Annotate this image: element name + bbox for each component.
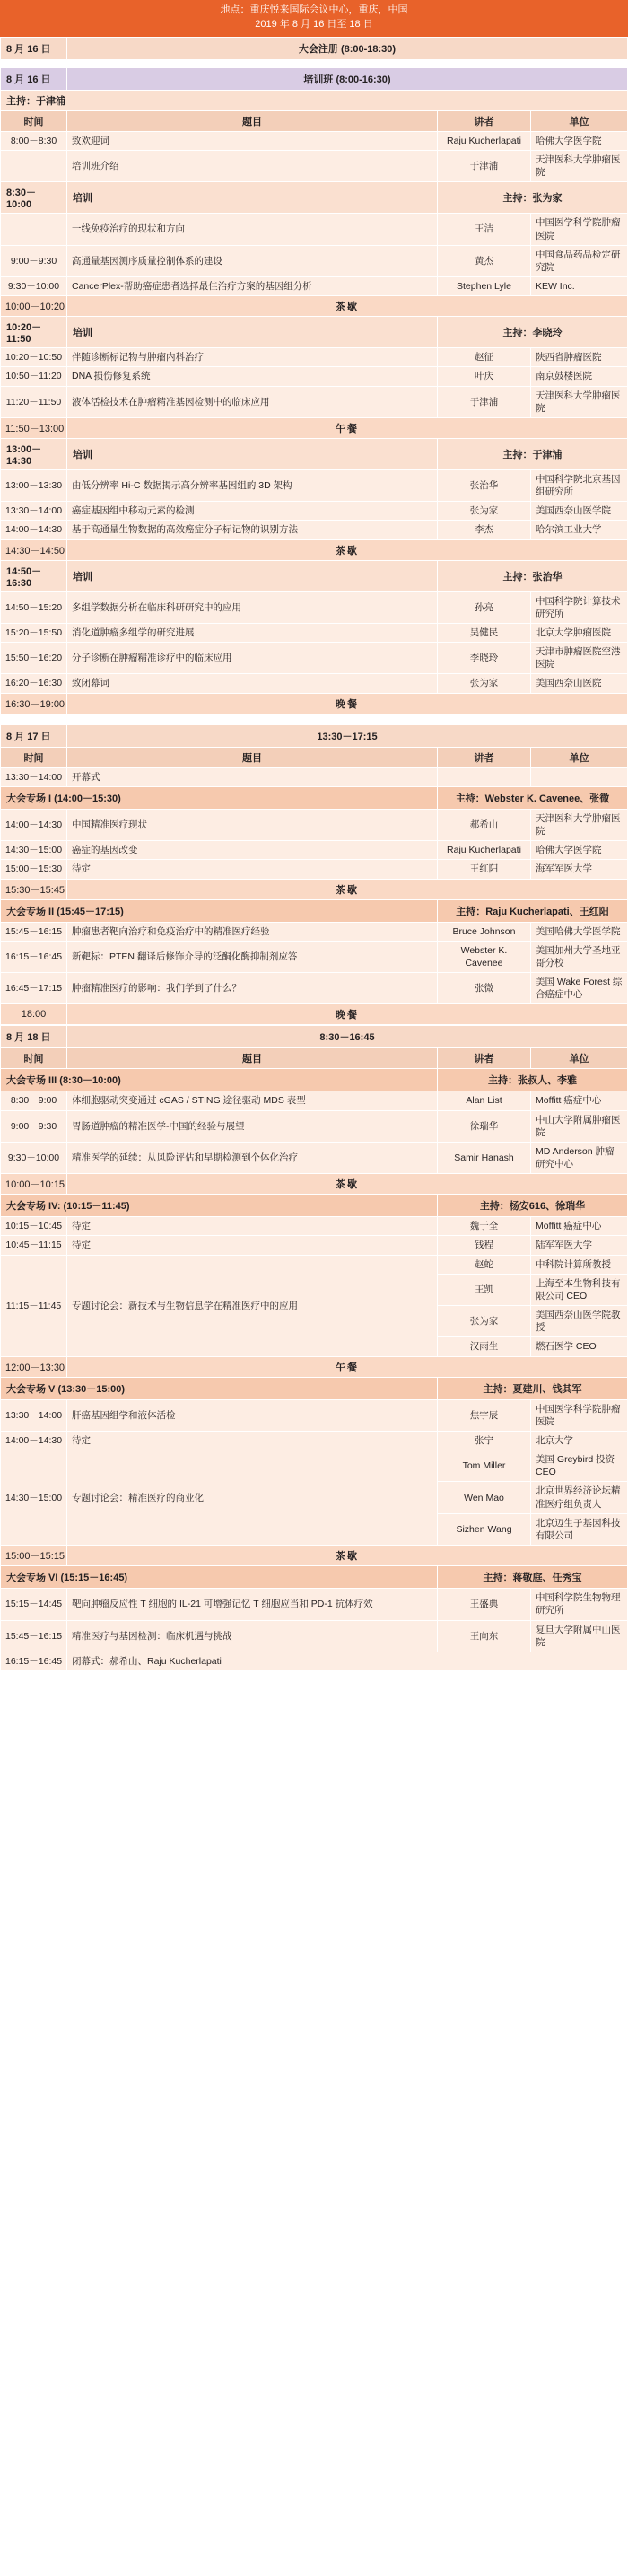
table-row: [1, 348, 628, 367]
row-speaker: 张治华: [437, 469, 530, 501]
break-row: [1, 1004, 628, 1025]
day3-track4-bar: [1, 1195, 628, 1217]
row-speaker: 张为家: [437, 674, 530, 693]
row-unit: 陕西省肿瘤医院: [530, 348, 627, 367]
row-topic: 液体活检技术在肿瘤精准基因检测中的临床应用: [67, 386, 438, 417]
table-row: [1, 1399, 628, 1431]
row-speaker: [437, 767, 530, 786]
track-name: 大会专场 I (14:00－15:30): [1, 786, 438, 809]
spacer: [1, 59, 628, 67]
day3-date-bar: [1, 1026, 628, 1048]
block-title: 培训: [67, 182, 438, 214]
row-speaker: Alan List: [438, 1091, 531, 1110]
row-topic: 精准医疗与基因检测：临床机遇与挑战: [67, 1620, 438, 1652]
table-row: [1, 521, 628, 539]
row-time: 16:15－16:45: [1, 941, 67, 972]
break-row: [1, 1174, 628, 1195]
row-unit: 天津市肿瘤医院空港医院: [530, 643, 627, 674]
row-time: 9:00－9:30: [1, 245, 67, 276]
row-topic: 胃肠道肿瘤的精准医学-中国的经验与展望: [67, 1110, 438, 1142]
day1-block3-bar: [1, 317, 628, 348]
row-unit: 中山大学附属肿瘤医院: [531, 1110, 628, 1142]
row-speaker: 张为家: [438, 1306, 531, 1337]
row-time: 10:50－11:20: [1, 367, 67, 386]
break-label: 茶歇: [67, 539, 628, 560]
day2-time-range: 13:30－17:15: [67, 724, 628, 747]
day3-track3-bar: [1, 1069, 628, 1091]
day1-training-title: 培训班 (8:00-16:30): [67, 67, 628, 90]
table-row: [1, 1091, 628, 1110]
day2-date: 8 月 17 日: [1, 724, 67, 747]
block-time: 14:50－16:30: [1, 560, 67, 591]
col-unit: 单位: [530, 747, 627, 767]
break-label: 午餐: [67, 417, 628, 438]
row-time: 9:30－10:00: [1, 1142, 67, 1173]
block-chair: 主持：张治华: [437, 560, 627, 591]
break-label: 晚餐: [67, 1004, 628, 1025]
row-topic: 由低分辨率 Hi-C 数据揭示高分辨率基因组的 3D 架构: [67, 469, 438, 501]
col-time: 时间: [1, 747, 67, 767]
row-speaker: 王洁: [437, 214, 530, 245]
break-row: [1, 879, 628, 899]
row-unit: Moffitt 癌症中心: [531, 1217, 628, 1236]
table-row: [1, 1589, 628, 1620]
row-unit: 北京迈生子基因科技有限公司: [531, 1513, 628, 1545]
row-unit: 燃石医学 CEO: [531, 1337, 628, 1356]
table-row: [1, 367, 628, 386]
row-unit: 陆军军医大学: [531, 1236, 628, 1255]
row-topic: 分子诊断在肿瘤精准诊疗中的临床应用: [67, 643, 438, 674]
row-speaker: 于津浦: [437, 151, 530, 182]
block-chair: 主持：张为家: [437, 182, 627, 214]
day3-table: [0, 1025, 628, 1671]
row-speaker: 叶庆: [437, 367, 530, 386]
block-title: 培训: [67, 560, 438, 591]
block-chair: 主持：李晓玲: [437, 317, 627, 348]
row-speaker: 吴健民: [437, 623, 530, 642]
row-topic: 致闭幕词: [67, 674, 438, 693]
row-time: 16:15－16:45: [1, 1652, 67, 1670]
row-topic: 开幕式: [67, 767, 438, 786]
day2-track2-bar: [1, 899, 628, 922]
row-speaker: 赵蛇: [438, 1255, 531, 1274]
table-row: [1, 1110, 628, 1142]
row-time: 11:20－11:50: [1, 386, 67, 417]
row-topic: 专题讨论会：新技术与生物信息学在精准医疗中的应用: [67, 1255, 438, 1356]
track-chairs: 主持：杨安616、徐瑞华: [438, 1195, 628, 1217]
row-time: 15:15－14:45: [1, 1589, 67, 1620]
row-unit: 美国加州大学圣地亚哥分校: [530, 941, 627, 972]
break-label: 午餐: [67, 1356, 628, 1377]
table-row: [1, 1652, 628, 1670]
track-chairs: 主持：张叔人、李雅: [438, 1069, 628, 1091]
break-time: 15:30－15:45: [1, 879, 67, 899]
col-topic: 题目: [67, 110, 438, 131]
day1-block4-bar: [1, 438, 628, 469]
table-row: [1, 1236, 628, 1255]
table-row: [1, 386, 628, 417]
table-row: [1, 591, 628, 623]
row-topic: 中国精准医疗现状: [67, 809, 438, 840]
day1-date-2: 8 月 16 日: [1, 67, 67, 90]
table-row: [1, 1217, 628, 1236]
day1-chair-1: 主持：于津浦: [1, 90, 628, 110]
break-time: 10:00－10:15: [1, 1174, 67, 1195]
row-topic: 培训班介绍: [67, 151, 438, 182]
row-unit: 中国科学院生物物理研究所: [531, 1589, 628, 1620]
row-time: 15:00－15:30: [1, 860, 67, 879]
block-chair: 主持：于津浦: [437, 438, 627, 469]
row-topic: 待定: [67, 1236, 438, 1255]
row-unit: 中国科学院计算技术研究所: [530, 591, 627, 623]
table-row: [1, 1450, 628, 1482]
track-chairs: 主持：Webster K. Cavenee、张微: [437, 786, 627, 809]
row-time: 15:45－16:15: [1, 1620, 67, 1652]
table-row: [1, 623, 628, 642]
table-row: [1, 1255, 628, 1274]
break-time: 11:50－13:00: [1, 417, 67, 438]
day1-registration: 大会注册 (8:00-18:30): [67, 37, 628, 59]
track-name: 大会专场 V (13:30－15:00): [1, 1377, 438, 1399]
day1-training-bar: [1, 67, 628, 90]
row-topic: 专题讨论会：精准医疗的商业化: [67, 1450, 438, 1546]
row-unit: 南京鼓楼医院: [530, 367, 627, 386]
track-name: 大会专场 III (8:30－10:00): [1, 1069, 438, 1091]
day1-column-headers: [1, 110, 628, 131]
row-time: 11:15－11:45: [1, 1255, 67, 1356]
row-time: [1, 214, 67, 245]
break-time: 15:00－15:15: [1, 1546, 67, 1566]
row-topic: CancerPlex-帮助癌症患者选择最佳治疗方案的基因组分析: [67, 277, 438, 296]
row-unit: 哈佛大学医学院: [530, 131, 627, 150]
break-time: 18:00: [1, 1004, 67, 1025]
col-topic: 题目: [67, 1048, 438, 1069]
row-topic: 肿瘤患者靶向治疗和免疫治疗中的精准医疗经验: [67, 922, 438, 941]
row-time: 14:00－14:30: [1, 809, 67, 840]
row-unit: 美国西奈山医学院: [530, 502, 627, 521]
break-time: 16:30－19:00: [1, 693, 67, 714]
track-name: 大会专场 VI (15:15－16:45): [1, 1566, 438, 1589]
row-topic: 新靶标：PTEN 翻译后修饰介导的泛酮化酶抑制剂应答: [67, 941, 438, 972]
row-unit: 哈尔滨工业大学: [530, 521, 627, 539]
table-row: [1, 941, 628, 972]
row-unit: 中国科学院北京基因组研究所: [530, 469, 627, 501]
row-unit: 美国哈佛大学医学院: [530, 922, 627, 941]
day1-block5-bar: [1, 560, 628, 591]
day2-column-headers: [1, 747, 628, 767]
row-speaker: 赵征: [437, 348, 530, 367]
row-topic: 待定: [67, 860, 438, 879]
table-row: [1, 502, 628, 521]
row-time: 16:45－17:15: [1, 973, 67, 1004]
row-speaker: 黄杰: [437, 245, 530, 276]
row-speaker: 李晓玲: [437, 643, 530, 674]
row-unit: 北京大学肿瘤医院: [530, 623, 627, 642]
row-speaker: 王盛典: [438, 1589, 531, 1620]
track-chairs: 主持：蒋敬庭、任秀宝: [438, 1566, 628, 1589]
row-topic: 基于高通量生物数据的高效癌症分子标记物的识别方法: [67, 521, 438, 539]
col-time: 时间: [1, 1048, 67, 1069]
row-time: 13:30－14:00: [1, 767, 67, 786]
break-row: [1, 693, 628, 714]
row-speaker: Raju Kucherlapati: [437, 131, 530, 150]
row-topic: 靶向肿瘤反应性 T 细胞的 IL-21 可增强记忆 T 细胞应当和 PD-1 抗体疗效: [67, 1589, 438, 1620]
row-time: 8:00－8:30: [1, 131, 67, 150]
row-unit: 哈佛大学医学院: [530, 841, 627, 860]
row-speaker: Webster K. Cavenee: [437, 941, 530, 972]
row-topic: 体细胞驱动突变通过 cGAS / STING 途径驱动 MDS 表型: [67, 1091, 438, 1110]
row-unit: 北京大学: [531, 1431, 628, 1450]
table-row: [1, 277, 628, 296]
row-time: 15:50－16:20: [1, 643, 67, 674]
row-unit: KEW Inc.: [530, 277, 627, 296]
day1-table: [0, 37, 628, 714]
row-speaker: Tom Miller: [438, 1450, 531, 1482]
block-time: 10:20－11:50: [1, 317, 67, 348]
row-speaker: Wen Mao: [438, 1482, 531, 1513]
row-time: 14:50－15:20: [1, 591, 67, 623]
row-time: 13:30－14:00: [1, 1399, 67, 1431]
day2-table: [0, 724, 628, 1026]
row-speaker: 焦宇辰: [438, 1399, 531, 1431]
row-time: 9:00－9:30: [1, 1110, 67, 1142]
row-unit: 中科院计算所教授: [531, 1255, 628, 1274]
day1-block2-bar: [1, 182, 628, 214]
col-unit: 单位: [531, 1048, 628, 1069]
row-speaker: 孙亮: [437, 591, 530, 623]
row-topic: 闭幕式：郝希山、Raju Kucherlapati: [67, 1652, 628, 1670]
track-name: 大会专场 IV: (10:15－11:45): [1, 1195, 438, 1217]
row-time: 14:30－15:00: [1, 1450, 67, 1546]
row-topic: 高通量基因测序质量控制体系的建设: [67, 245, 438, 276]
row-speaker: Bruce Johnson: [437, 922, 530, 941]
row-topic: 致欢迎词: [67, 131, 438, 150]
row-speaker: Samir Hanash: [438, 1142, 531, 1173]
block-time: 8:30－10:00: [1, 182, 67, 214]
row-time: 15:20－15:50: [1, 623, 67, 642]
day1-date: 8 月 16 日: [1, 37, 67, 59]
table-row: [1, 131, 628, 150]
track-chairs: 主持：Raju Kucherlapati、王红阳: [437, 899, 627, 922]
day1-chair-row-1: [1, 90, 628, 110]
table-row: [1, 469, 628, 501]
row-unit: MD Anderson 肿瘤研究中心: [531, 1142, 628, 1173]
venue-dates: 2019 年 8 月 16 日至 18 日: [255, 18, 373, 30]
break-label: 茶歇: [67, 1546, 628, 1566]
row-time: 10:20－10:50: [1, 348, 67, 367]
row-unit: 美国西奈山医院: [530, 674, 627, 693]
row-unit: 美国西奈山医学院教授: [531, 1306, 628, 1337]
row-speaker: Raju Kucherlapati: [437, 841, 530, 860]
row-speaker: 于津浦: [437, 386, 530, 417]
break-row: [1, 539, 628, 560]
row-unit: 中国食品药品检定研究院: [530, 245, 627, 276]
break-label: 茶歇: [67, 296, 628, 317]
col-speaker: 讲者: [437, 110, 530, 131]
row-topic: 多组学数据分析在临床科研研究中的应用: [67, 591, 438, 623]
row-unit: 上海至本生物科技有限公司 CEO: [531, 1274, 628, 1305]
track-chairs: 主持：夏建川、钱其军: [438, 1377, 628, 1399]
table-row: [1, 841, 628, 860]
row-speaker: 张微: [437, 973, 530, 1004]
day2-track1-bar: [1, 786, 628, 809]
row-topic: 肝癌基因组学和液体活检: [67, 1399, 438, 1431]
row-speaker: 魏于全: [438, 1217, 531, 1236]
row-topic: 消化道肿瘤多组学的研究进展: [67, 623, 438, 642]
row-topic: 待定: [67, 1217, 438, 1236]
table-row: [1, 1431, 628, 1450]
row-speaker: 张宁: [438, 1431, 531, 1450]
break-label: 晚餐: [67, 693, 628, 714]
break-row: [1, 1356, 628, 1377]
row-speaker: 王凯: [438, 1274, 531, 1305]
row-speaker: 王向东: [438, 1620, 531, 1652]
day3-column-headers: [1, 1048, 628, 1069]
row-unit: 复旦大学附属中山医院: [531, 1620, 628, 1652]
row-speaker: Stephen Lyle: [437, 277, 530, 296]
row-time: 15:45－16:15: [1, 922, 67, 941]
day1-date-bar: [1, 37, 628, 59]
row-time: 9:30－10:00: [1, 277, 67, 296]
row-topic: DNA 损伤修复系统: [67, 367, 438, 386]
venue-location: 地点：重庆悦来国际会议中心，重庆，中国: [220, 4, 408, 15]
row-unit: Moffitt 癌症中心: [531, 1091, 628, 1110]
row-topic: 精准医学的延续：从风险评估和早期检测到个体化治疗: [67, 1142, 438, 1173]
table-row: [1, 151, 628, 182]
row-speaker: 张为家: [437, 502, 530, 521]
row-unit: 中国医学科学院肿瘤医院: [530, 214, 627, 245]
break-row: [1, 296, 628, 317]
day2-date-bar: [1, 724, 628, 747]
break-time: 10:00－10:20: [1, 296, 67, 317]
row-unit: 天津医科大学肿瘤医院: [530, 151, 627, 182]
block-time: 13:00－14:30: [1, 438, 67, 469]
row-time: 16:20－16:30: [1, 674, 67, 693]
break-row: [1, 417, 628, 438]
day3-track6-bar: [1, 1566, 628, 1589]
row-speaker: 钱程: [438, 1236, 531, 1255]
row-unit: 中国医学科学院肿瘤医院: [531, 1399, 628, 1431]
break-row: [1, 1546, 628, 1566]
break-time: 12:00－13:30: [1, 1356, 67, 1377]
row-time: 10:45－11:15: [1, 1236, 67, 1255]
row-unit: 天津医科大学肿瘤医院: [530, 809, 627, 840]
table-row: [1, 674, 628, 693]
row-topic: 伴随诊断标记物与肿瘤内科治疗: [67, 348, 438, 367]
row-unit: 北京世界经济论坛精准医疗组负责人: [531, 1482, 628, 1513]
table-row: [1, 1620, 628, 1652]
day3-date: 8 月 18 日: [1, 1026, 67, 1048]
row-speaker: 王红阳: [437, 860, 530, 879]
table-row: [1, 809, 628, 840]
col-time: 时间: [1, 110, 67, 131]
row-time: 14:00－14:30: [1, 521, 67, 539]
col-topic: 题目: [67, 747, 438, 767]
row-unit: 海军军医大学: [530, 860, 627, 879]
row-speaker: 李杰: [437, 521, 530, 539]
table-row: [1, 973, 628, 1004]
block-title: 培训: [67, 438, 438, 469]
row-unit: 天津医科大学肿瘤医院: [530, 386, 627, 417]
venue-header: [0, 0, 628, 37]
row-topic: 癌症基因组中移动元素的检测: [67, 502, 438, 521]
table-row: [1, 1142, 628, 1173]
break-label: 茶歇: [67, 879, 628, 899]
row-speaker: 汉雨生: [438, 1337, 531, 1356]
row-time: 13:00－13:30: [1, 469, 67, 501]
day3-track5-bar: [1, 1377, 628, 1399]
row-time: 13:30－14:00: [1, 502, 67, 521]
table-row: [1, 922, 628, 941]
table-row: [1, 214, 628, 245]
row-speaker: 徐瑞华: [438, 1110, 531, 1142]
row-time: 10:15－10:45: [1, 1217, 67, 1236]
row-speaker: 郝希山: [437, 809, 530, 840]
table-row: [1, 245, 628, 276]
row-time: 14:00－14:30: [1, 1431, 67, 1450]
col-speaker: 讲者: [437, 747, 530, 767]
row-speaker: Sizhen Wang: [438, 1513, 531, 1545]
day3-time-range: 8:30－16:45: [67, 1026, 628, 1048]
col-speaker: 讲者: [438, 1048, 531, 1069]
break-label: 茶歇: [67, 1174, 628, 1195]
row-time: [1, 151, 67, 182]
row-topic: 一线免疫治疗的现状和方向: [67, 214, 438, 245]
row-time: 8:30－9:00: [1, 1091, 67, 1110]
table-row: [1, 860, 628, 879]
table-row: [1, 767, 628, 786]
block-title: 培训: [67, 317, 438, 348]
break-time: 14:30－14:50: [1, 539, 67, 560]
row-topic: 待定: [67, 1431, 438, 1450]
row-topic: 癌症的基因改变: [67, 841, 438, 860]
row-unit: 美国 Wake Forest 综合癌症中心: [530, 973, 627, 1004]
table-row: [1, 643, 628, 674]
row-time: 14:30－15:00: [1, 841, 67, 860]
row-unit: 美国 Greybird 投资 CEO: [531, 1450, 628, 1482]
track-name: 大会专场 II (15:45－17:15): [1, 899, 438, 922]
row-unit: [530, 767, 627, 786]
row-topic: 肿瘤精准医疗的影响：我们学到了什么？: [67, 973, 438, 1004]
col-unit: 单位: [530, 110, 627, 131]
